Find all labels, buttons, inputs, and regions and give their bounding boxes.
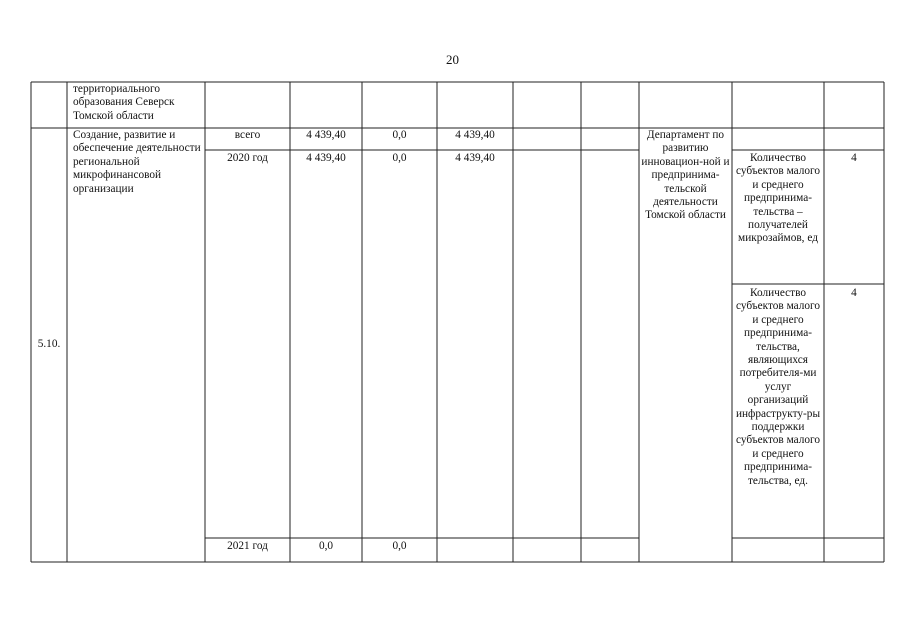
indicator-value-1: 4 (851, 152, 857, 164)
period-label-total: всего (234, 129, 261, 141)
period-label-2021: 2021 год (227, 540, 268, 552)
measure-name-cell: Создание, развитие и обеспечение деятельности региональной микрофинансовой организации (73, 129, 201, 195)
period-federal-2021: 0,0 (392, 540, 407, 552)
period-regional-2020: 4 439,40 (455, 152, 495, 164)
period-total-2021: 0,0 (318, 540, 334, 552)
period-total-2020: 4 439,40 (306, 152, 346, 164)
indicator-value-2: 4 (851, 287, 857, 299)
period-federal-total: 0,0 (392, 129, 407, 141)
row-number-cell: 5.10. (37, 338, 61, 350)
indicator-name-1: Количество субъектов малого и среднего предпринима-тельства – получателей микрозаймов, ед (735, 152, 821, 245)
period-regional-total: 4 439,40 (455, 129, 495, 141)
page-number: 20 (446, 52, 459, 67)
period-total-total: 4 439,40 (306, 129, 346, 141)
executor-cell: Департамент по развитию инновацион-ной и предпринима-тельской деятельности Томской области (641, 129, 730, 222)
period-federal-2020: 0,0 (392, 152, 407, 164)
period-label-2020: 2020 год (227, 152, 268, 164)
continuation-name-cell: территориального образования Северск Томской области (73, 83, 175, 122)
indicator-name-2: Количество субъектов малого и среднего предпринима-тельства, являющихся потребителя-ми услуг организаций инфраструкту-ры поддержки субъектов малого и среднего предпринима-тельства, ед. (735, 287, 821, 487)
